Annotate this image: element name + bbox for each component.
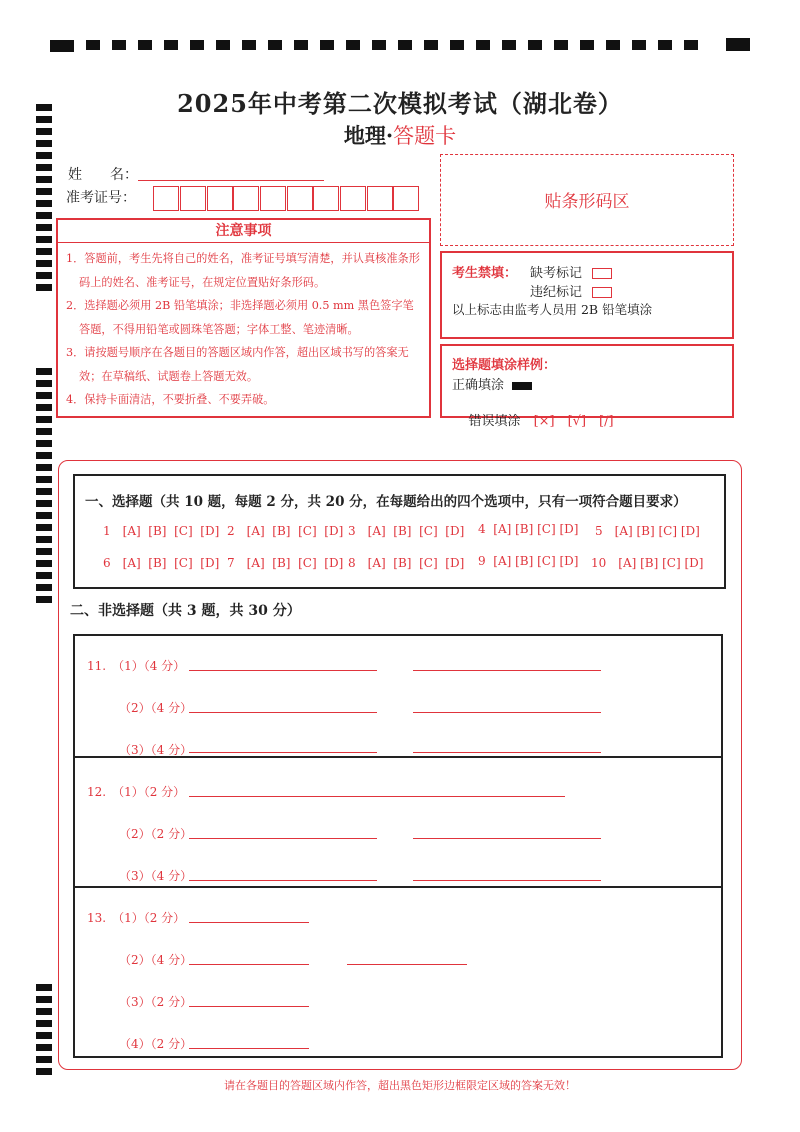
question-12-box (73, 756, 723, 888)
violation-label: 违纪标记 (530, 285, 583, 300)
name-field[interactable] (138, 180, 324, 181)
answer-line[interactable] (413, 670, 601, 671)
wrong-label: 错误填涂 (468, 414, 521, 429)
wrong-marks: [×] [√] [/] (533, 414, 614, 429)
name-label: 姓 名： (68, 167, 138, 183)
sample-heading: 选择题填涂样例： (452, 358, 557, 373)
absent-label: 缺考标记 (530, 266, 583, 281)
mc-question[interactable]: 6 [A] [B] [C] [D] (103, 556, 220, 570)
mc-question[interactable]: 4 [A] [B] [C] [D] (478, 522, 579, 536)
violation-mark-box[interactable] (592, 287, 612, 298)
answer-line[interactable] (189, 922, 309, 923)
correct-label: 正确填涂 (452, 378, 505, 393)
answer-line[interactable] (189, 1006, 309, 1007)
q12-part3: （3）（4 分） (119, 869, 193, 883)
fill-sample-box (440, 344, 734, 429)
mc-title: 一、选择题（共 10 题，每题 2 分，共 20 分，在每题给出的四个选项中，只有一项符合题目要求） (85, 494, 687, 510)
mc-question[interactable]: 9 [A] [B] [C] [D] (478, 554, 579, 568)
mc-question[interactable]: 7 [A] [B] [C] [D] (227, 556, 344, 570)
q13-part2: （2）（4 分） (119, 953, 193, 967)
answer-line[interactable] (189, 752, 377, 753)
notice-item: 1．答题前，考生先将自己的姓名，准考证号填写清楚，并认真核准条形码上的姓名、准考证号，在规定位置贴好条形码。 (66, 252, 420, 289)
multiple-choice-section (73, 474, 726, 589)
mc-question[interactable]: 3 [A] [B] [C] [D] (348, 524, 465, 538)
answer-line[interactable] (189, 880, 377, 881)
answer-line[interactable] (347, 964, 467, 965)
answer-line[interactable] (413, 838, 601, 839)
barcode-area[interactable] (440, 154, 734, 246)
nonmc-title: 二、非选择题（共 3 题，共 30 分） (70, 603, 301, 619)
answer-line[interactable] (189, 712, 377, 713)
answer-line[interactable] (189, 1048, 309, 1049)
filled-sample (512, 382, 532, 390)
notice-item: 3．请按题号顺序在各题目的答题区域内作答，超出区域书写的答案无效；在草稿纸、试题卷上答题无效。 (66, 346, 409, 383)
q12-part1: 12. （1）（2 分） (87, 785, 186, 799)
mc-question[interactable]: 10 [A] [B] [C] [D] (591, 556, 704, 570)
answer-line[interactable] (413, 880, 601, 881)
q11-part1: 11. （1）（4 分） (87, 659, 186, 673)
q13-part4: （4）（2 分） (119, 1037, 193, 1051)
footer-warning: 请在各题目的答题区域内作答，超出黑色矩形边框限定区域的答案无效！ (224, 1079, 576, 1092)
prohibit-note: 以上标志由监考人员用 2B 铅笔填涂 (452, 302, 653, 317)
mc-question[interactable]: 8 [A] [B] [C] [D] (348, 556, 465, 570)
barcode-label: 贴条形码区 (544, 192, 630, 212)
notice-item: 2．选择题必须用 2B 铅笔填涂；非选择题必须用 0.5 mm 黑色签字笔答题，不得用铅笔或圆珠笔答题；字体工整、笔迹清晰。 (66, 299, 414, 336)
answer-line[interactable] (189, 670, 377, 671)
id-label: 准考证号： (66, 190, 136, 206)
page-subtitle (0, 120, 800, 150)
absent-mark-box[interactable] (592, 268, 612, 279)
mc-question[interactable]: 5 [A] [B] [C] [D] (595, 524, 700, 538)
q11-part2: （2）（4 分） (119, 701, 193, 715)
question-11-box (73, 634, 723, 758)
page-title: 2025年中考第二次模拟考试（湖北卷） (177, 89, 623, 118)
notice-box (56, 218, 431, 418)
notice-item: 4．保持卡面清洁，不要折叠、不要弄破。 (66, 393, 275, 406)
examiner-only-box (440, 251, 734, 339)
answer-line[interactable] (413, 752, 601, 753)
q13-part3: （3）（2 分） (119, 995, 193, 1009)
q13-part1: 13. （1）（2 分） (87, 911, 186, 925)
prohibit-label: 考生禁填： (452, 266, 518, 281)
answer-line[interactable] (189, 964, 309, 965)
mc-question[interactable]: 1 [A] [B] [C] [D] (103, 524, 220, 538)
answer-line[interactable] (189, 838, 377, 839)
question-13-box (73, 886, 723, 1058)
notice-heading: 注意事项 (58, 220, 429, 243)
answer-line[interactable] (189, 796, 565, 797)
mc-question[interactable]: 2 [A] [B] [C] [D] (227, 524, 344, 538)
q12-part2: （2）（2 分） (119, 827, 193, 841)
subject-label: 地理· (343, 123, 394, 148)
answer-line[interactable] (413, 712, 601, 713)
card-label: 答题卡 (393, 124, 457, 148)
q11-part3: （3）（4 分） (119, 743, 193, 757)
